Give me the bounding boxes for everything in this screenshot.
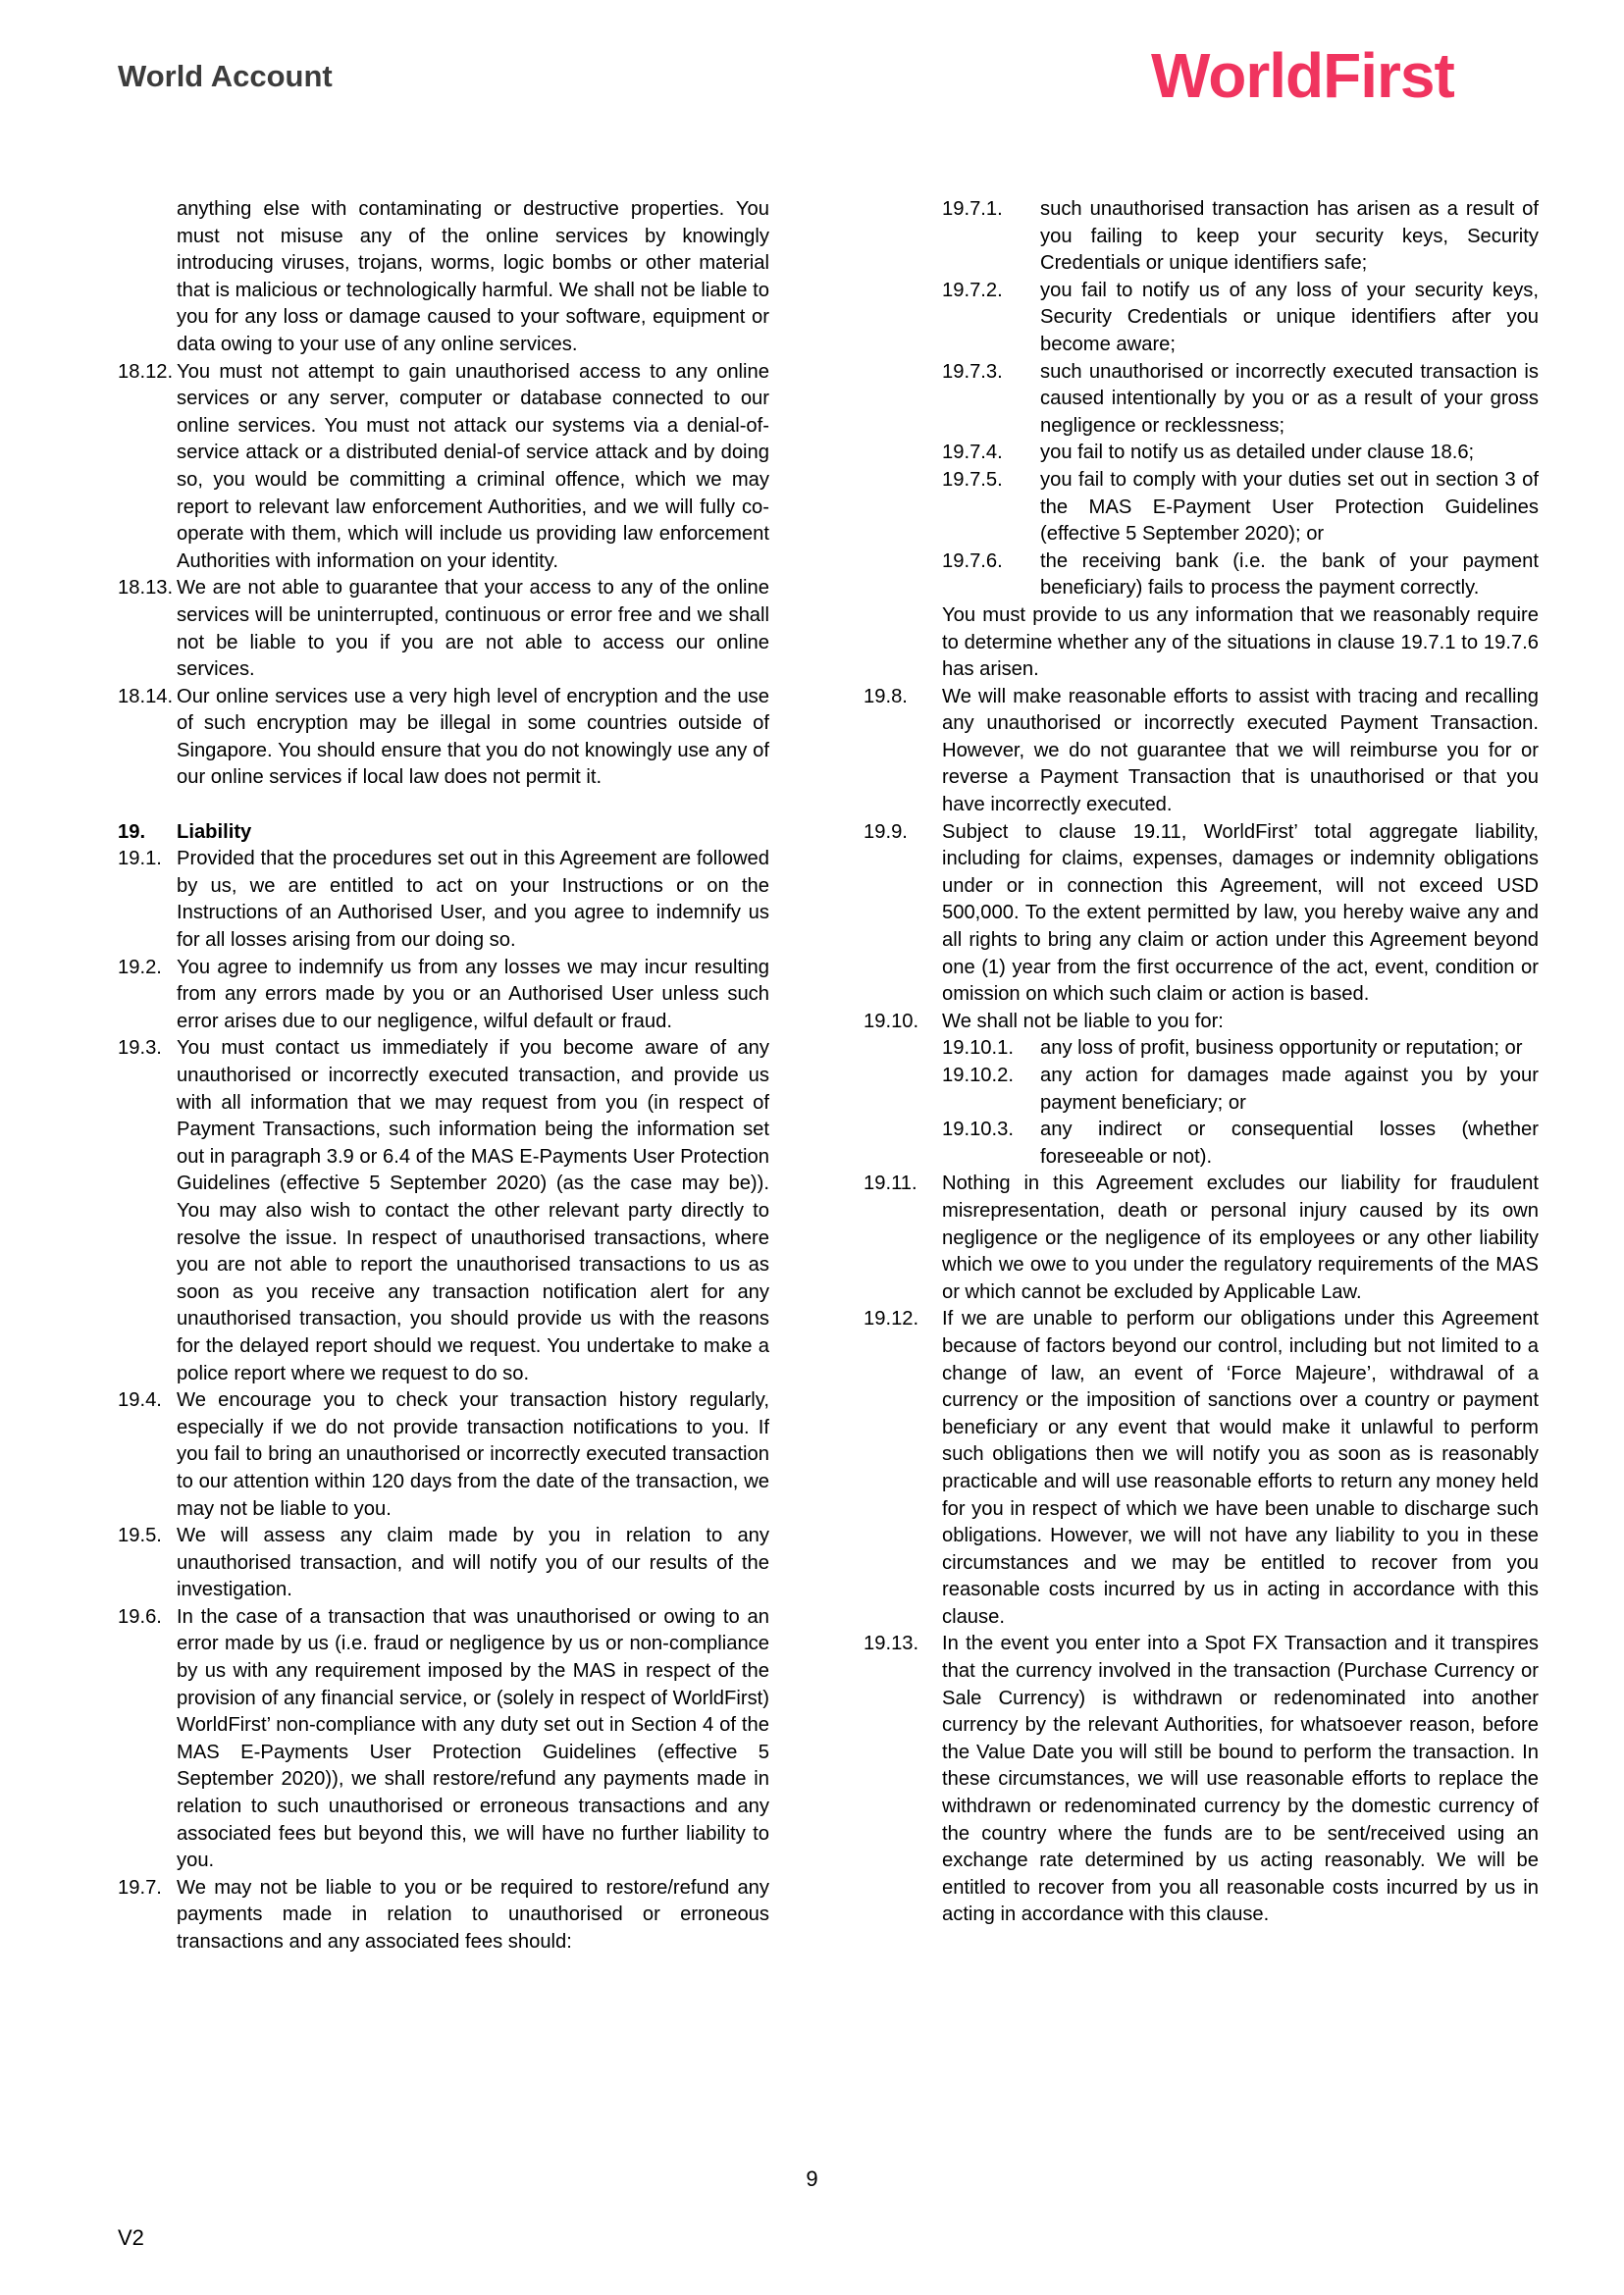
clause-text: In the case of a transaction that was unauthorised or owing to an error made by us (i.e. fraud or negligence by us or non-compliance by us with any requirement imposed by the MAS in respect of the provision of any financial service, or (solely in respect of WorldFirst) WorldFirst’ non-compliance with any duty set out in Section 4 of the MAS E-Payments User Protection Guidelines (effective 5 September 2020)), we shall restore/refund any payments made in relation to such unauthorised or erroneous transactions and any associated fees but beyond this, we will have no further liability to you.	[177, 1605, 769, 1872]
clause-19-7-1	[864, 196, 1539, 278]
clause-text: We will make reasonable efforts to assist with tracing and recalling any unauthorised or incorrectly executed Payment Transaction. However, we do not guarantee that we will reimburse you for or reverse a Payment Transaction that is unauthorised or that you have incorrectly executed.	[942, 685, 1539, 816]
clause-number: 19.12.	[864, 1308, 919, 1330]
clause-text: You agree to indemnify us from any losses we may incur resulting from any errors made by you or an Authorised User unless such error arises due to our negligence, wilful default or fraud.	[177, 956, 769, 1032]
clause-number: 19.7.2.	[942, 279, 1003, 301]
section-title: Liability	[177, 820, 252, 843]
clause-19-2	[118, 955, 769, 1036]
clause-text: such unauthorised or incorrectly executed transaction is caused intentionally by you or as a result of your gross negligence or recklessness;	[1040, 360, 1539, 437]
page-number: 9	[806, 2166, 818, 2191]
clause-number: 19.10.3.	[942, 1119, 1014, 1141]
clause-text: you fail to notify us of any loss of your security keys, Security Credentials or unique identifiers after you become aware;	[1040, 279, 1539, 355]
clause-text: We may not be liable to you or be required to restore/refund any payments made in relation to unauthorised or erroneous transactions and any associated fees should:	[177, 1876, 769, 1953]
clause-number: 19.7.4.	[942, 442, 1003, 464]
clause-number: 19.6.	[118, 1605, 162, 1628]
version-label: V2	[118, 2225, 144, 2250]
clause-number: 19.7.5.	[942, 468, 1003, 491]
clause-text: Subject to clause 19.11, WorldFirst’ total aggregate liability, including for claims, expenses, damages or indemnity obligations under or in connection this Agreement, will not exceed USD 500,000. To the extent permitted by law, you hereby waive any and all rights to bring any claim or action under this Agreement beyond one (1) year from the first occurrence of the act, event, condition or omission on which such claim or action is based.	[942, 820, 1539, 1006]
right-column	[864, 196, 1539, 1929]
clause-18-12	[118, 359, 769, 576]
clause-number: 19.2.	[118, 956, 162, 978]
clause-19-3	[118, 1035, 769, 1387]
clause-text: Our online services use a very high level of encryption and the use of such encryption may be illegal in some countries outside of Singapore. You should ensure that you do not knowingly use any of our online services if local law does not permit it.	[177, 685, 769, 789]
clause-number: 19.10.2.	[942, 1065, 1014, 1086]
clause-number: 18.13.	[118, 577, 174, 600]
clause-text: any loss of profit, business opportunity or reputation; or	[1040, 1037, 1523, 1060]
clause-text: you fail to comply with your duties set out in section 3 of the MAS E-Payment User Protection Guidelines (effective 5 September 2020); or	[1040, 468, 1539, 546]
clause-text: In the event you enter into a Spot FX Transaction and it transpires that the currency involved in the transaction (Purchase Currency or Sale Currency) is withdrawn or redenominated into another currency by the relevant Authorities, for whatsoever reason, before the Value Date you will still be bound to perform the transaction. In these circumstances, we will use reasonable efforts to replace the withdrawn or redenominated currency by the domestic currency of the country where the funds are to be sent/received using an exchange rate determined by us acting reasonably. We will be entitled to recover from you all reasonable costs incurred by us in acting in accordance with this clause.	[942, 1633, 1539, 1926]
section-heading-liability	[118, 819, 769, 847]
clause-19-10-3	[864, 1117, 1539, 1171]
clause-number: 19.7.1.	[942, 198, 1003, 220]
clause-number: 19.13.	[864, 1633, 919, 1655]
clause-19-11	[864, 1171, 1539, 1306]
clause-19-7-3	[864, 359, 1539, 441]
clause-18-14	[118, 684, 769, 792]
clause-19-10-2	[864, 1063, 1539, 1117]
clause-text: We will assess any claim made by you in relation to any unauthorised transaction, and will notify you of our results of the investigation.	[177, 1525, 769, 1601]
clause-19-7-6	[864, 548, 1539, 602]
clause-19-10	[864, 1009, 1539, 1036]
clause-text: We encourage you to check your transaction history regularly, especially if we do not provide transaction notifications to you. If you fail to bring an unauthorised or incorrectly executed transaction to our attention within 120 days from the date of the transaction, we may not be liable to you.	[177, 1389, 769, 1520]
clause-19-12	[864, 1306, 1539, 1631]
clause-19-13	[864, 1631, 1539, 1929]
clause-18-11-continued: anything else with contaminating or destructive properties. You must not misuse any of the online services by knowingly introducing viruses, trojans, worms, logic bombs or other material that is malicious or technologically harmful. We shall not be liable to you for any loss or damage caused to your software, equipment or data owing to your use of any online services.	[177, 198, 769, 355]
clause-text: the receiving bank (i.e. the bank of your payment beneficiary) fails to process the payment correctly.	[1040, 549, 1539, 600]
clause-number: 19.1.	[118, 848, 162, 870]
worldfirst-logo: WorldFirst	[1151, 40, 1454, 111]
clause-19-4	[118, 1387, 769, 1523]
clause-text: You must contact us immediately if you become aware of any unauthorised or incorrectly executed transaction, and provide us with all information that we may request from you (in respect of Payment Transactions, such information being the information set out in paragraph 3.9 or 6.4 of the MAS E-Payments User Protection Guidelines (effective 5 September 2020) (as the case may be)). You may also wish to contact the other relevant party directly to resolve the issue. In respect of unauthorised transactions, where you are not able to report the unauthorised transactions to us as soon as you receive any transaction notification alert for any unauthorised transaction, you should provide us with the reasons for the delayed report should we request. You undertake to make a police report where we request to do so.	[177, 1037, 769, 1384]
clause-19-6	[118, 1604, 769, 1875]
clause-19-7-paragraph: You must provide to us any information that we reasonably require to determine whether any of the situations in clause 19.7.1 to 19.7.6 has arisen.	[942, 603, 1539, 681]
document-title: World Account	[118, 59, 333, 93]
clause-text: any indirect or consequential losses (whether foreseeable or not).	[1040, 1119, 1539, 1168]
clause-number: 19.8.	[864, 685, 908, 707]
clause-number: 19.4.	[118, 1389, 162, 1412]
section-number: 19.	[118, 820, 146, 843]
clause-number: 19.5.	[118, 1525, 162, 1547]
clause-number: 19.10.	[864, 1010, 919, 1032]
clause-number: 19.3.	[118, 1037, 162, 1060]
clause-text: any action for damages made against you by your payment beneficiary; or	[1040, 1065, 1539, 1114]
clause-text: You must not attempt to gain unauthorised access to any online services or any server, computer or database connected to our online services. You must not attack our systems via a denial-of-service attack or a distributed denial-of service attack and by doing so, you would be committing a criminal offence, which we may report to relevant law enforcement Authorities, and we will fully co-operate with them, which will include us providing law enforcement Authorities with information on your identity.	[177, 360, 769, 572]
clause-19-8	[864, 684, 1539, 819]
clause-number: 18.14.	[118, 685, 174, 707]
clause-text: Nothing in this Agreement excludes our liability for fraudulent misrepresentation, death or personal injury caused by its own negligence or the negligence of its employees or any other liability which we owe to you under the regulatory requirements of the MAS or which cannot be excluded by Applicable Law.	[942, 1173, 1539, 1303]
clause-number: 19.7.6.	[942, 549, 1003, 572]
clause-19-7-5	[864, 467, 1539, 548]
clause-text: We are not able to guarantee that your access to any of the online services will be uninterrupted, continuous or error free and we shall not be liable to you if you are not able to access our online services.	[177, 577, 769, 681]
clause-19-7-4	[864, 440, 1539, 467]
clause-19-1	[118, 846, 769, 954]
clause-19-9	[864, 819, 1539, 1009]
clause-19-5	[118, 1523, 769, 1604]
left-column	[118, 196, 769, 1956]
clause-19-7	[118, 1875, 769, 1956]
clause-19-10-1	[864, 1035, 1539, 1063]
clause-text: If we are unable to perform our obligations under this Agreement because of factors beyond our control, including but not limited to a change of law, an event of ‘Force Majeure’, withdrawal of a currency or the imposition of sanctions over a country or payment beneficiary or any event that would make it unlawful to perform such obligations then we will notify you as soon as is reasonably practicable and will use reasonable efforts to return any money held for you in respect of which we have been unable to discharge such obligations. However, we will not have any liability to you in these circumstances and we may be entitled to recover from you reasonable costs incurred by us in acting in accordance with this clause.	[942, 1308, 1539, 1628]
clause-number: 19.7.	[118, 1876, 162, 1899]
clause-18-13	[118, 575, 769, 683]
clause-text: We shall not be liable to you for:	[942, 1010, 1224, 1032]
clause-number: 19.9.	[864, 820, 908, 843]
clause-number: 19.7.3.	[942, 360, 1003, 383]
clause-number: 19.10.1.	[942, 1037, 1014, 1060]
clause-text: such unauthorised transaction has arisen as a result of you failing to keep your security keys, Security Credentials or unique identifiers safe;	[1040, 198, 1539, 275]
clause-text: Provided that the procedures set out in this Agreement are followed by us, we are entitled to act on your Instructions or on the Instructions of an Authorised User, and you agree to indemnify us for all losses arising from our doing so.	[177, 848, 769, 952]
clause-text: you fail to notify us as detailed under clause 18.6;	[1040, 442, 1475, 464]
clause-number: 18.12.	[118, 360, 174, 383]
clause-19-7-2	[864, 278, 1539, 359]
clause-number: 19.11.	[864, 1173, 917, 1195]
